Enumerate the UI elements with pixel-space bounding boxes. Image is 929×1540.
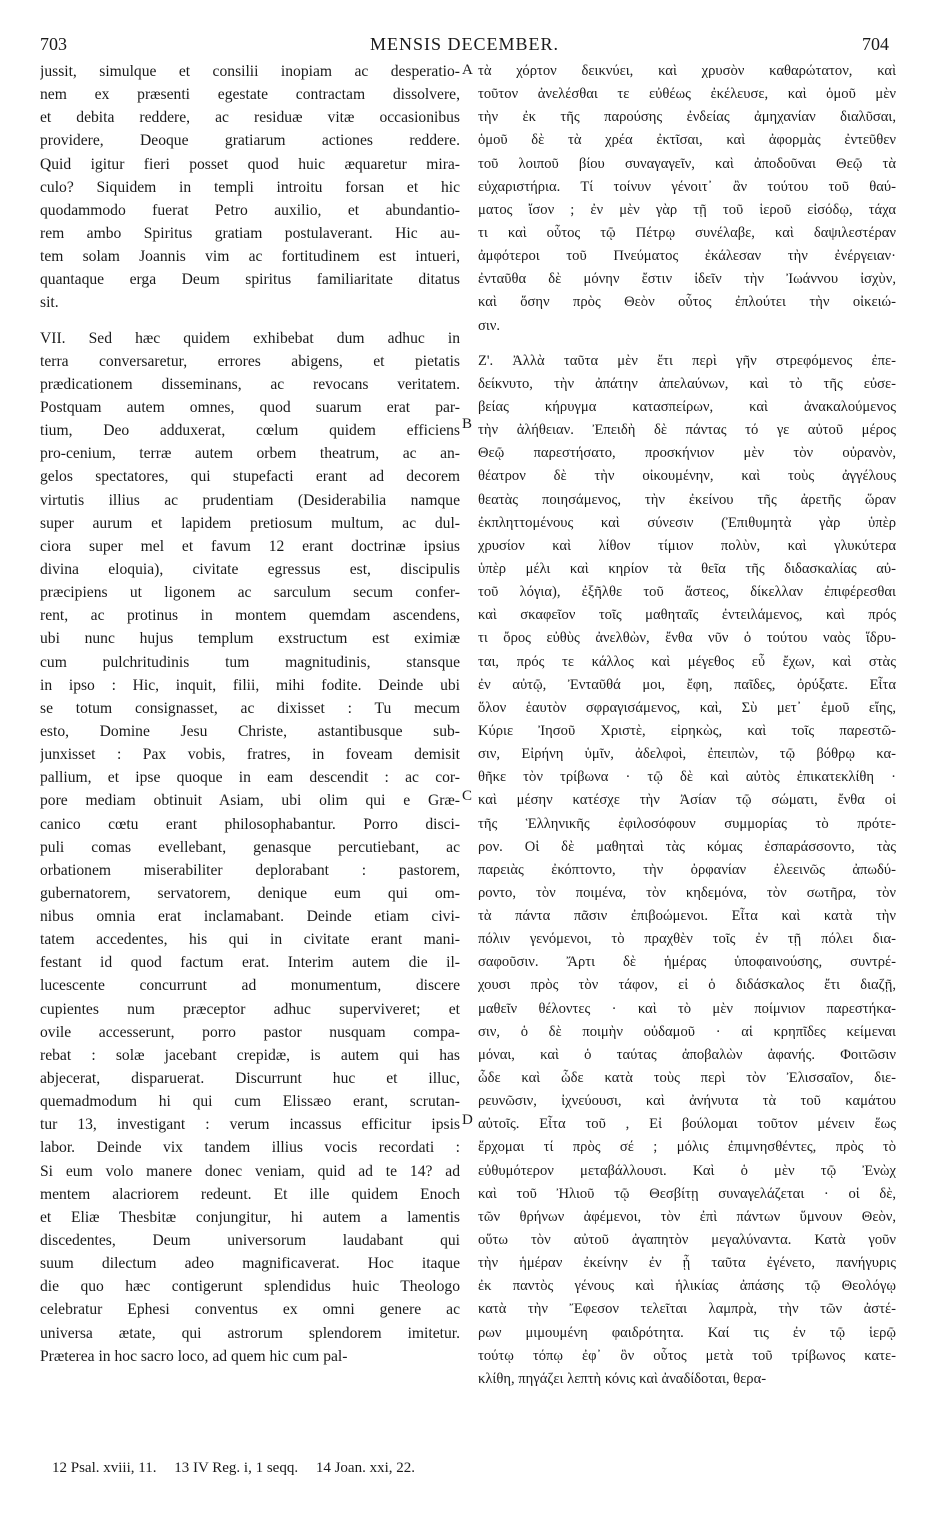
greek-column (478, 60, 896, 1391)
text-line: εὐχαριστήρια. Τί τοίνυν γένοιτ᾽ ἂν τούτου τοῦ θαύ- (478, 178, 896, 195)
text-line: super aurum et lapidem pretiosum multum, ac dul- (40, 514, 460, 532)
text-line: ὅλον ἑαυτὸν σφραγισάμενος, καὶ, Σὺ μετ᾽ ἐμοῦ εἴης, (478, 699, 896, 716)
latin-paragraph-2 (40, 327, 460, 1368)
text-line: quemadmodum hi qui cum Elissæo erant, scrutan- (40, 1093, 460, 1111)
text-line: in ipso : Hic, inquit, filii, mihi fodite. Deinde ubi (40, 676, 460, 694)
page-number-left: 703 (40, 34, 67, 54)
text-line: Ζ'. Ἀλλὰ ταῦτα μὲν ἔτι περὶ γῆν στρεφόμενος ἐπε- (478, 352, 896, 369)
running-head (40, 34, 889, 56)
text-line: ὁμοῦ δὲ τὰ χρέα ἐκτῖσαι, καὶ ἀφορμὰς ἐντεῦθεν (478, 132, 896, 149)
text-line: ἀμφότεροι τοῦ Πνεύματος ἐκάλεσαν τὴν ἐνέργειαν· (478, 248, 896, 265)
text-line: ciora super mel et favum 12 erant doctrinæ ipsius (40, 537, 460, 555)
margin-marker-c: C (462, 788, 473, 804)
text-line: κατὰ τὴν Ἔφεσον τελεῖται λαμπρὰ, τὴν τῶν ἀστέ- (478, 1301, 896, 1318)
text-line: δείκνυτο, τὴν ἀπάτην ἀπελαύνων, καὶ τὸ τῆς εὐσε- (478, 375, 896, 392)
text-line: τὴν ἐκ τῆς παρούσης ἐνδείας ἀμηχανίαν διαλῦσαι, (478, 109, 896, 126)
text-line: orbationem miserabiliter deplorabant : pastorem, (40, 861, 460, 879)
text-line: Quid igitur fieri posset quod huic æquaretur mira- (40, 155, 460, 173)
text-line: VII. Sed hæc quidem exhibebat dum adhuc in (40, 329, 460, 347)
text-line: σιν. (478, 317, 501, 334)
text-line: culo? Siquidem in templi introitu forsan et hic (40, 178, 460, 196)
text-line: Si eum volo manere donec veniam, quid ad te 14? ad (40, 1162, 460, 1180)
text-line: ἐνταῦθα δὲ μόνην ἔστιν ἰδεῖν τὴν Ἰωάννου ἰσχὺν, (478, 271, 896, 288)
text-line: παρειὰς ἐκόπτοντο, τὴν ὀρφανίαν ἐλεεινῶς ἀπωδύ- (478, 861, 896, 878)
greek-paragraph-2 (478, 350, 896, 1391)
text-line: τῆς Ἑλληνικῆς ἐφιλοσόφουν συμμορίας τὸ πρότε- (478, 815, 896, 832)
text-line: τοῦτον ἀνελέσθαι τε εὐθέως ἐκέλευσε, καὶ ὁμοῦ μὲν (478, 86, 896, 103)
text-line: τὰ πάντα πᾶσιν ἐπιβοώμενοι. Εἶτα καὶ κατὰ τὴν (478, 908, 896, 925)
text-line: πόλιν γενόμενοι, τὸ πραχθὲν τοῖς ἐν τῇ πόλει δια- (478, 931, 896, 948)
text-line: universa ætate, qui astrorum splendorem imitetur. (40, 1324, 460, 1342)
margin-marker-a: A (462, 62, 473, 78)
text-line: θεατὰς ποιησάμενος, τὴν ἐκείνου τῆς ἀρετῆς ὥραν (478, 491, 896, 508)
text-line: μόναι, καὶ ὁ ταύτας ἀποβαλὼν ἀφανής. Φοιτῶσιν (478, 1046, 896, 1063)
text-line: ὧδε καὶ ὧδε κατὰ τοὺς περὶ τὸν Ἐλισσαῖον, διε- (478, 1070, 896, 1087)
text-line: καὶ σκαφεῖον τοῖς μαθηταῖς ἐντειλάμενος, καὶ πρός (478, 607, 896, 624)
text-line: τοῦ λόγια), ἐξῆλθε τοῦ ἄστεος, δίκελλαν ἐπιφέρεσθαι (478, 584, 896, 601)
text-line: junxisset : Pax vobis, fratres, in foveam demisit (40, 746, 460, 764)
text-line: ματος ἴσον ; ἐν μὲν γὰρ τῇ τοῦ ἱεροῦ εἰσόδῳ, τάχα (478, 201, 896, 218)
footnote-14: 14 Joan. xxi, 22. (315, 1460, 416, 1476)
greek-paragraph-1 (478, 60, 896, 338)
text-line: οὕτω τὸν αὐτοῦ ἀγαπητὸν μεγαλύναντα. Κατὰ γοῦν (478, 1232, 896, 1249)
text-line: gelos spectatores, qui stupefacti erant ad decorem (40, 468, 460, 486)
text-line: ροντο, τὸν ποιμένα, τὸν κηδεμόνα, τὸν σωτῆρα, τὸν (478, 884, 896, 901)
text-line: χρυσίον καὶ λίθον τίμιον πολὺν, καὶ γλυκύτερα (478, 537, 896, 554)
text-line: terra conversaretur, errores abigens, et pietatis (40, 352, 460, 370)
text-line: θέατρον δὲ τὴν οἰκουμένην, καὶ τοὺς ἀγγέλους (478, 468, 896, 485)
running-title: MENSIS DECEMBER. (369, 34, 560, 54)
text-line: quodammodo fuerat Petro auxilio, et abundantio- (40, 201, 460, 219)
text-line: jussit, simulque et consilii inopiam ac desperatio- (40, 63, 460, 80)
text-line: gubernatorem, servatorem, denique eum qui om- (40, 884, 460, 902)
text-line: καὶ μέσην κατέσχε τὴν Ἀσίαν τῷ σώματι, ἔνθα οἱ (478, 792, 896, 809)
text-line: Præterea in hoc sacro loco, ad quem hic cum pal- (40, 1347, 348, 1365)
text-line: nibus omnia erat inclamabant. Deinde etiam civi- (40, 908, 460, 926)
text-line: κλίθη, πηγάζει λεπτὴ κόνις καὶ ἀναδίδοται, θερα- (478, 1370, 767, 1387)
text-line: ρον. Οἱ δὲ μαθηταὶ τὰς κόμας ἐσπαράσσοντο, τὰς (478, 838, 896, 855)
text-line: lucescente concurrunt ad monumentum, discere (40, 977, 460, 995)
text-line: discedentes, Deum universorum laudabant qui (40, 1232, 460, 1250)
text-line: pallium, et ipse quoque in eam descendit : ac cor- (40, 769, 460, 787)
text-line: ubi nunc hujus templum exstructum est eximiæ (40, 630, 460, 648)
text-line: Κύριε Ἰησοῦ Χριστὲ, εἰρηκὼς, καὶ τοῖς παρεστῶ- (478, 722, 896, 739)
text-line: virtutis illius ac prudentiam (Desiderabilia namque (40, 491, 460, 509)
text-line: esto, Domine Jesu Christe, astantibusque sub- (40, 722, 460, 740)
text-line: Θεῷ παρεστήσατο, προσκήνιον μὲν τὸν οὐρανὸν, (478, 445, 896, 462)
text-line: et debita reddere, ac residuæ vitæ occasionibus (40, 109, 460, 127)
text-line: celebratur Ephesi conventus ex omni genere ac (40, 1301, 460, 1319)
text-line: ovile accesserunt, porro pastor nusquam compa- (40, 1023, 460, 1041)
text-line: cupientes num præceptor adhuc superviveret; et (40, 1000, 460, 1018)
text-line: βείας κήρυγμα κατασπείρων, καὶ ἀνακαλούμενος (478, 398, 896, 415)
text-line: τι καὶ οὗτος τῷ Πέτρῳ συνέλαβε, καὶ δαψιλεστέραν (478, 224, 896, 241)
text-line: puli comas evellebant, genasque percutiebant, ac (40, 838, 460, 856)
margin-marker-d: D (462, 1112, 473, 1128)
text-line: ὑπὲρ μέλι καὶ κηρίον τὰ θεῖα τῆς διδασκαλίας αὐ- (478, 560, 896, 577)
text-line: abjecerat, disparuerat. Discurrunt huc et illuc, (40, 1070, 460, 1088)
text-line: χουσι πρὸς τὸν τάφον, εἰ ὁ διδάσκαλος ἔτι διαζῇ, (478, 977, 896, 994)
footnote-13: 13 IV Reg. i, 1 seqq. (174, 1460, 299, 1476)
text-line: ἐκπληττομένους καὶ σύνεσιν (Ἐπιθυμητὰ γὰρ ὑπὲρ (478, 514, 896, 531)
text-line: τῶν θρήνων ἀφέμενοι, τὸν ἐπὶ πάντων ὕμνουν Θεὸν, (478, 1208, 896, 1225)
text-line: ἐκ παντὸς γένους καὶ ἡλικίας ἀπάσης τῷ Θεολόγῳ (478, 1278, 896, 1295)
text-line: rebat : solæ jacebant crepidæ, is autem qui has (40, 1046, 460, 1064)
text-line: τοῦ λοιποῦ βίου συναγαγεῖν, καὶ ἀποδοῦναι Θεῷ τὰ (478, 155, 896, 172)
text-line: σιν, ὁ δὲ ποιμὴν οὐδαμοῦ · αἱ κρηπῖδες κείμεναι (478, 1023, 896, 1040)
latin-paragraph-1 (40, 60, 460, 315)
text-line: σιν, Εἰρήνη ὑμῖν, ἀδελφοὶ, ἐπειπὼν, τῷ βόθρῳ κα- (478, 746, 896, 763)
text-line: divina eloquia), civitate egressus est, discipulis (40, 560, 460, 578)
text-line: canico cœtu erant philosophabantur. Porro disci- (40, 815, 460, 833)
latin-column (40, 60, 460, 1368)
text-line: καὶ τοῦ Ἠλιοῦ τῷ Θεσβίτῃ συναγελάζεται · οἱ δὲ, (478, 1185, 896, 1202)
text-line: αὐτοῖς. Εἶτα τοῦ , Εἰ βούλομαι τοῦτον μένειν ἕως (478, 1116, 896, 1133)
text-line: pro-cenium, terræ autem orbem theatrum, ac an- (40, 445, 460, 463)
text-line: sit. (40, 294, 59, 312)
text-line: tium, Deo adduxerat, cœlum quidem efficiens (40, 422, 460, 440)
text-line: se totum consignasset, ac dixisset : Tu mecum (40, 699, 460, 717)
text-line: labor. Deinde vix tandem illius vocis recordati : (40, 1139, 460, 1157)
page-number-right: 704 (862, 34, 889, 54)
text-line: ρευνῶσιν, ἰχνεύουσι, καὶ ἀνήνυτα τὰ τοῦ καμάτου (478, 1093, 896, 1110)
text-line: τὰ χόρτον δεικνύει, καὶ χρυσὸν καθαρώτατον, καὶ (478, 63, 896, 79)
text-line: τὴν ἀλήθειαν. Ἐπειδὴ δὲ πάντας τό γε αὐτοῦ μέρος (478, 422, 896, 439)
margin-marker-b: B (462, 416, 473, 432)
text-line: μαθεῖν θέλοντες · καὶ τὸ μὲν ποίμνιον παρεστήκα- (478, 1000, 896, 1017)
text-line: ἐν αὐτῷ, Ἐνταῦθά μοι, ἔφη, παῖδες, ὀρύξατε. Εἶτα (478, 676, 896, 693)
text-line: die quo hæc contigerunt splendidus huic Theologo (40, 1278, 460, 1296)
text-line: rem ambo Spiritus gratiam postulaverant. Hic au- (40, 224, 460, 242)
text-line: τὴν ἡμέραν ἐκείνην ἐν ᾗ ταῦτα ἐγένετο, πανήγυρις (478, 1255, 896, 1272)
text-line: ται, πρός τε κάλλος καὶ μέγεθος εὖ ἔχων, καὶ στὰς (478, 653, 896, 670)
text-line: prædicationem disseminans, ac revocans veritatem. (40, 375, 460, 393)
text-line: cum pulchritudinis tum magnitudinis, stansque (40, 653, 460, 671)
text-line: ἔρχομαι τί πρὸς σέ ; μόλις ἐπιμνησθέντες, πρὸς τὸ (478, 1139, 896, 1156)
text-line: et Eliæ Thesbitæ conjungitur, hi autem a lamentis (40, 1208, 460, 1226)
text-line: præcipiens ut ligonem ac sarculum secum confer- (40, 584, 460, 602)
text-line: tatem accedentes, his qui in civitate erant mani- (40, 931, 460, 949)
text-line: ρων μιμουμένη φαιδρότητα. Καί τις ἐν τῷ ἱερῷ (478, 1324, 896, 1341)
text-line: σαφοῦσιν. Ἄρτι δὲ ἡμέρας ὑποφαινούσης, συντρέ- (478, 954, 896, 971)
text-line: τούτῳ τόπῳ ἐφ᾽ ὃν οὗτος μετὰ τοῦ τρίβωνος κατε- (478, 1347, 896, 1364)
footnotes (52, 1460, 889, 1477)
text-line: tur 13, investigant : verum incassus efficitur ipsis (40, 1116, 460, 1134)
text-line: θῆκε τὸν τρίβωνα · τῷ δὲ καὶ αὐτὸς ἐπικατεκλίθη · (478, 769, 896, 786)
text-line: καὶ ὅσην πρὸς Θεὸν οὗτος ἐπλούτει τὴν οἰκειώ- (478, 294, 896, 311)
text-line: nem ex præsenti egestate contractam dissolvere, (40, 86, 460, 104)
text-line: tem solam Joannis vim ac fortitudinem est intueri, (40, 248, 460, 266)
text-line: mentem alacriorem redeunt. Et ille quidem Enoch (40, 1185, 460, 1203)
footnote-12: 12 Psal. xviii, 11. (52, 1460, 157, 1476)
text-line: quantaque erga Deum spiritus familiaritate ditatus (40, 271, 460, 289)
text-line: rent, ac protinus in montem quemdam ascendens, (40, 607, 460, 625)
text-line: providere, Deoque gratiarum actiones reddere. (40, 132, 460, 150)
text-line: festant id quod factum erat. Interim autem die il- (40, 954, 460, 972)
text-line: suum dilectum adeo magnificaverat. Hoc itaque (40, 1255, 460, 1273)
text-line: pore mediam obtinuit Asiam, ubi olim qui e Græ- (40, 792, 460, 810)
text-line: εὐθυμότερον μεταβάλλουσι. Καὶ ὁ μὲν τῷ Ἐνὼχ (478, 1162, 896, 1179)
text-line: τι ὄρος εὐθὺς ἀνελθὼν, ἔνθα νῦν ὁ τούτου ναὸς ἵδρυ- (478, 630, 896, 647)
text-line: Postquam autem omnes, quod suarum erat par- (40, 398, 460, 416)
